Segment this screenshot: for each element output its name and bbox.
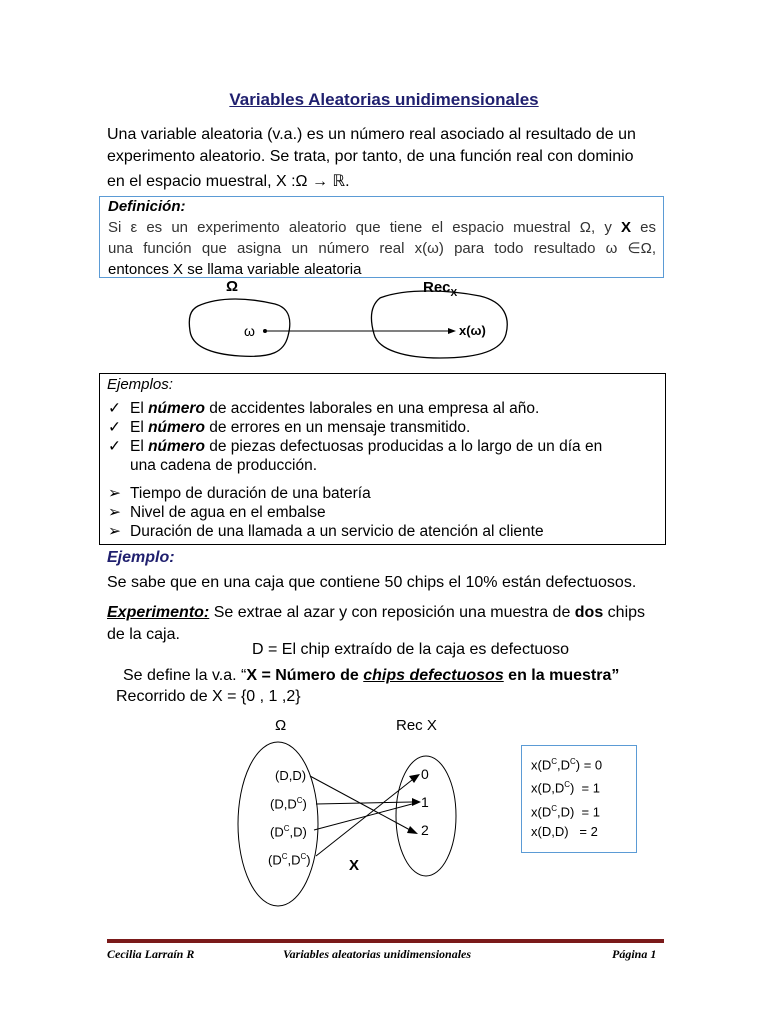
list-item: ✓ El número de errores en un mensaje transmitido. (108, 419, 471, 436)
arrow-head (412, 798, 421, 806)
outcome-ddc: $(D,D^C)$ (270, 796, 307, 812)
intro-paragraph (107, 124, 636, 193)
diagram2-rec-label: Rec X (396, 717, 437, 734)
va-definition: Se define la v.a. “X = Número de chips defectuosos en la muestra” (123, 667, 620, 684)
d-definition: D = El chip extraído de la caja es defectuoso (252, 641, 570, 658)
examples-box (99, 373, 666, 545)
value-0: 0 (421, 766, 429, 782)
range-text: Recorrido de X = {0 , 1 ,2} (116, 688, 301, 705)
footer-author: Cecilia Larraín R (107, 947, 195, 961)
list-item: ➢ Duración de una llamada a un servicio de atención al cliente (108, 523, 544, 540)
experiment-paragraph: Experimento: Se extrae al azar y con reposición una muestra de dos chips de la caja. (107, 604, 646, 643)
diagram1-rec-label: Rec$_X$ (423, 279, 458, 299)
diagram1-omega-label: Ω (226, 278, 239, 295)
arrow-dcdc-to-0 (316, 780, 412, 856)
mapping-row-1: $x(D,D^C) = 1$ (531, 780, 600, 796)
definition-box (99, 196, 664, 278)
definition-text (108, 217, 656, 280)
omega-point-dot (263, 329, 267, 333)
mapping-row-3: x(D,D) = 2 (531, 823, 598, 839)
definition-line1-a: Si ε es un experimento aleatorio que tiene el espacio muestral Ω, y (108, 219, 621, 236)
diagram2-x-label: X (349, 857, 360, 874)
list-item: ✓ El número de accidentes laborales en una empresa al año. (108, 400, 540, 417)
outcome-dcd: $(D^C,D)$ (270, 824, 307, 840)
arrow-head (407, 826, 418, 834)
list-item: ✓ El número de piezas defectuosas producidas a lo largo de un día en una cadena de producción. (108, 438, 603, 474)
footer-divider (107, 939, 664, 943)
check-icon: ✓ (108, 400, 121, 417)
example-heading: Ejemplo: (107, 549, 175, 566)
outcome-dd: (D,D) (275, 768, 307, 783)
mapping-box (521, 745, 637, 853)
example-text: Se sabe que en una caja que contiene 50 chips el 10% están defectuosos. (107, 574, 637, 591)
diagram1-image-label: x(ω) (459, 323, 486, 338)
mapping-arrow-head (448, 328, 456, 334)
check-icon: ✓ (108, 419, 121, 436)
diagram2-omega-label: Ω (275, 717, 287, 734)
definition-line-2: una función que asigna un número real x(ω) para todo resultado ω ∈Ω, (108, 240, 656, 257)
definition-heading: Definición: (108, 198, 186, 215)
diagram1-omega-point: ω (244, 323, 255, 339)
rec-blob (372, 291, 508, 358)
definition-line1-b: X (620, 219, 631, 236)
mapping-row-0: $x(D^C,D^C) = 0$ (531, 757, 603, 773)
experiment-line-2: de la caja. (107, 626, 180, 643)
footer-doc-title: Variables aleatorias unidimensionales (283, 947, 472, 961)
mapping-diagram (230, 738, 470, 910)
definition-line-3: entonces X se llama variable aleatoria (108, 261, 362, 278)
arrow-bullet-icon: ➢ (108, 504, 121, 521)
arrow-bullet-icon: ➢ (108, 485, 121, 502)
page-title: Variables Aleatorias unidimensionales (229, 90, 539, 109)
examples-check-list (106, 399, 656, 475)
definition-line1-c: es (631, 219, 656, 236)
footer-page-number: Página 1 (612, 947, 657, 961)
mapping-row-2: $x(D^C,D) = 1$ (531, 803, 600, 819)
outcome-dcdc: $(D^C,D^C)$ (268, 852, 311, 868)
list-item: ➢ Nivel de agua en el embalse (108, 504, 326, 521)
check-icon: ✓ (108, 438, 121, 455)
value-1: 1 (421, 794, 429, 810)
intro-line-1: Una variable aleatoria (v.a.) es un número real asociado al resultado de un (107, 126, 636, 143)
experiment-heading: Experimento: (107, 604, 210, 621)
examples-heading: Ejemplos: (107, 376, 173, 393)
list-item: ➢ Tiempo de duración de una batería (108, 485, 371, 502)
omega-blob (189, 299, 290, 356)
intro-line-2: experimento aleatorio. Se trata, por tanto, de una función real con dominio (107, 148, 634, 165)
value-2: 2 (421, 822, 429, 838)
arrow-ddc-to-1 (316, 802, 412, 804)
examples-arrow-list (106, 484, 656, 541)
arrow-dcd-to-1 (314, 804, 412, 830)
intro-line-3: en el espacio muestral, X :Ω → ℝ. (107, 173, 350, 190)
arrow-bullet-icon: ➢ (108, 523, 121, 540)
